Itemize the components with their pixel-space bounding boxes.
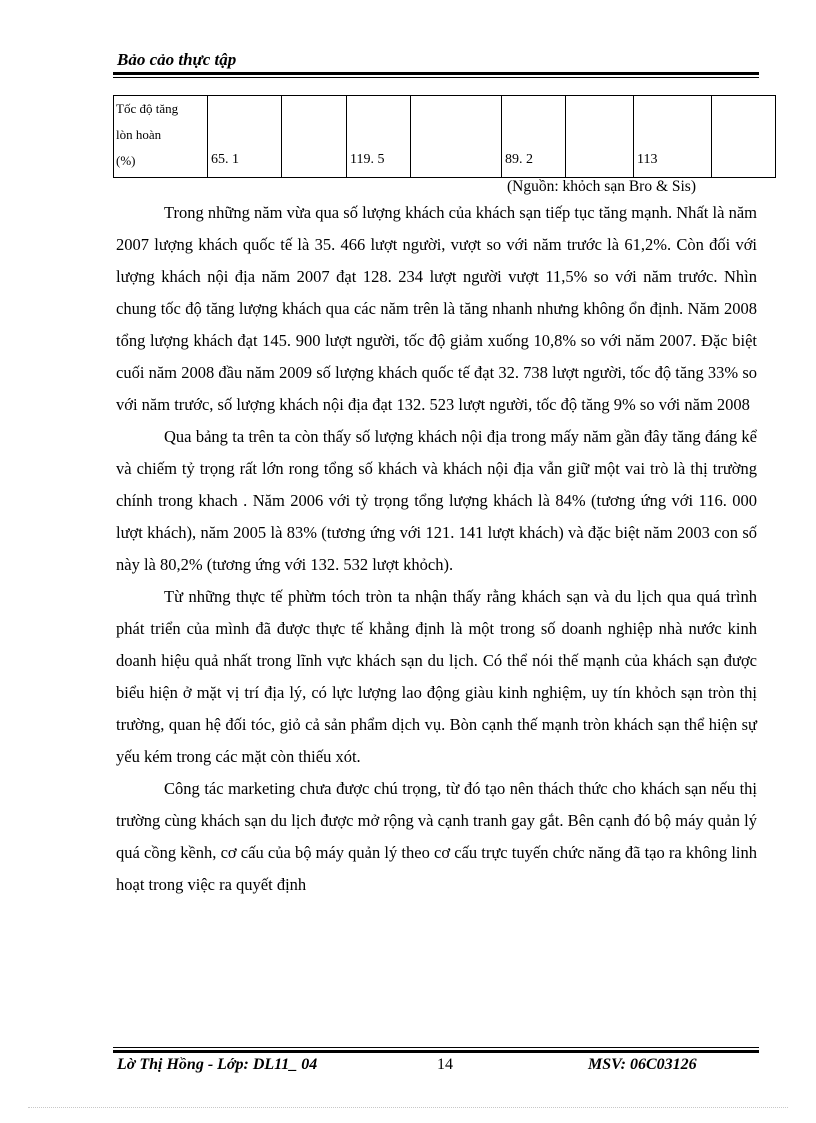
body-text <box>116 197 757 901</box>
paragraph: Công tác marketing chưa được chú trọng, từ đó tạo nên thách thức cho khách sạn nếu thị trường cùng khách sạn du lịch được mở rộng và cạnh tranh gay gắt. Bên cạnh đó bộ máy quản lý quá cồng kềnh, cơ cấu của bộ máy quản lý theo cơ cấu trực tuyến chức năng đã tạo ra không linh hoạt trong việc ra quyết định <box>116 779 757 894</box>
paragraph: Trong những năm vừa qua số lượng khách của khách sạn tiếp tục tăng mạnh. Nhất là năm 2007 lượng khách quốc tế là 35. 466 lượt người, vượt so với năm trước là 61,2%. Còn đối với lượng khách nội địa năm 2007 đạt 128. 234 lượt người vượt 11,5% so với năm trước. Nhìn chung tốc độ tăng lượng khách qua các năm trên là tăng nhanh nhưng không ổn định. Năm 2008 tổng lượng khách đạt 145. 900 lượt người, tốc độ giảm xuống 10,8% so với năm 2007. Đặc biệt cuối năm 2008 đầu năm 2009 số lượng khách quốc tế đạt 32. 738 lượt người, tốc độ tăng 33% so với năm trước, số lượng khách nội địa đạt 132. 523 lượt người, tốc độ tăng 9% so với năm 2008 <box>116 203 757 414</box>
table-cell <box>411 96 502 178</box>
table-cell: 65. 1 <box>208 96 282 178</box>
label-line: (%) <box>116 153 136 168</box>
label-line: lòn hoàn <box>116 127 162 142</box>
page-number: 14 <box>437 1056 453 1073</box>
header-rule-thick <box>113 72 759 75</box>
footer-rule-thick <box>113 1050 759 1053</box>
table-cell <box>712 96 776 178</box>
footer-student-id: MSV: 06C03126 <box>588 1056 697 1073</box>
table-cell <box>566 96 634 178</box>
page-bottom-dotted-line <box>28 1107 788 1108</box>
table-row <box>114 96 776 178</box>
footer-rule-thin <box>113 1047 759 1048</box>
page-header-title: Bảo cảo thực tập <box>117 50 237 69</box>
growth-rate-table <box>113 95 776 178</box>
footer-author: Lờ Thị Hồng - Lớp: DL11_ 04 <box>117 1056 318 1073</box>
paragraph: Qua bảng ta trên ta còn thấy số lượng khách nội địa trong mấy năm gần đây tăng đáng kể và chiếm tỷ trọng rất lớn rong tổng số khách và khách nội địa vẫn giữ một vai trò là thị trường chính trong khach . Năm 2006 với tỷ trọng tổng lượng khách là 84% (tương ứng với 116. 000 lượt khách), năm 2005 là 83% (tương ứng với 121. 141 lượt khách) và đặc biệt năm 2003 con số này là 80,2% (tương ứng với 132. 532 lượt khỏch). <box>116 427 757 574</box>
table-cell <box>282 96 347 178</box>
paragraph: Từ những thực tế phừm tóch tròn ta nhận thấy rằng khách sạn và du lịch qua quá trình phát triển của mình đã được thực tế khẳng định là một trong số doanh nghiệp nhà nước kinh doanh hiệu quả nhất trong lĩnh vực khách sạn du lịch. Có thể nói thế mạnh của khách sạn được biểu hiện ở mặt vị trí địa lý, có lực lượng lao động giàu kinh nghiệm, uy tín khỏch sạn tròn thị trường, quan hệ đối tóc, giỏ cả sản phẩm dịch vụ. Bòn cạnh thế mạnh tròn khách sạn thể hiện sự yếu kém trong các mặt còn thiếu xót. <box>116 587 757 766</box>
table-cell: 113 <box>634 96 712 178</box>
table-cell: 89. 2 <box>502 96 566 178</box>
table-source-note: (Nguồn: khỏch sạn Bro & Sis) <box>507 178 697 195</box>
table-row-label <box>114 96 208 178</box>
table-cell: 119. 5 <box>347 96 411 178</box>
header-rule-thin <box>113 77 759 78</box>
label-line: Tốc độ tăng <box>116 101 179 116</box>
